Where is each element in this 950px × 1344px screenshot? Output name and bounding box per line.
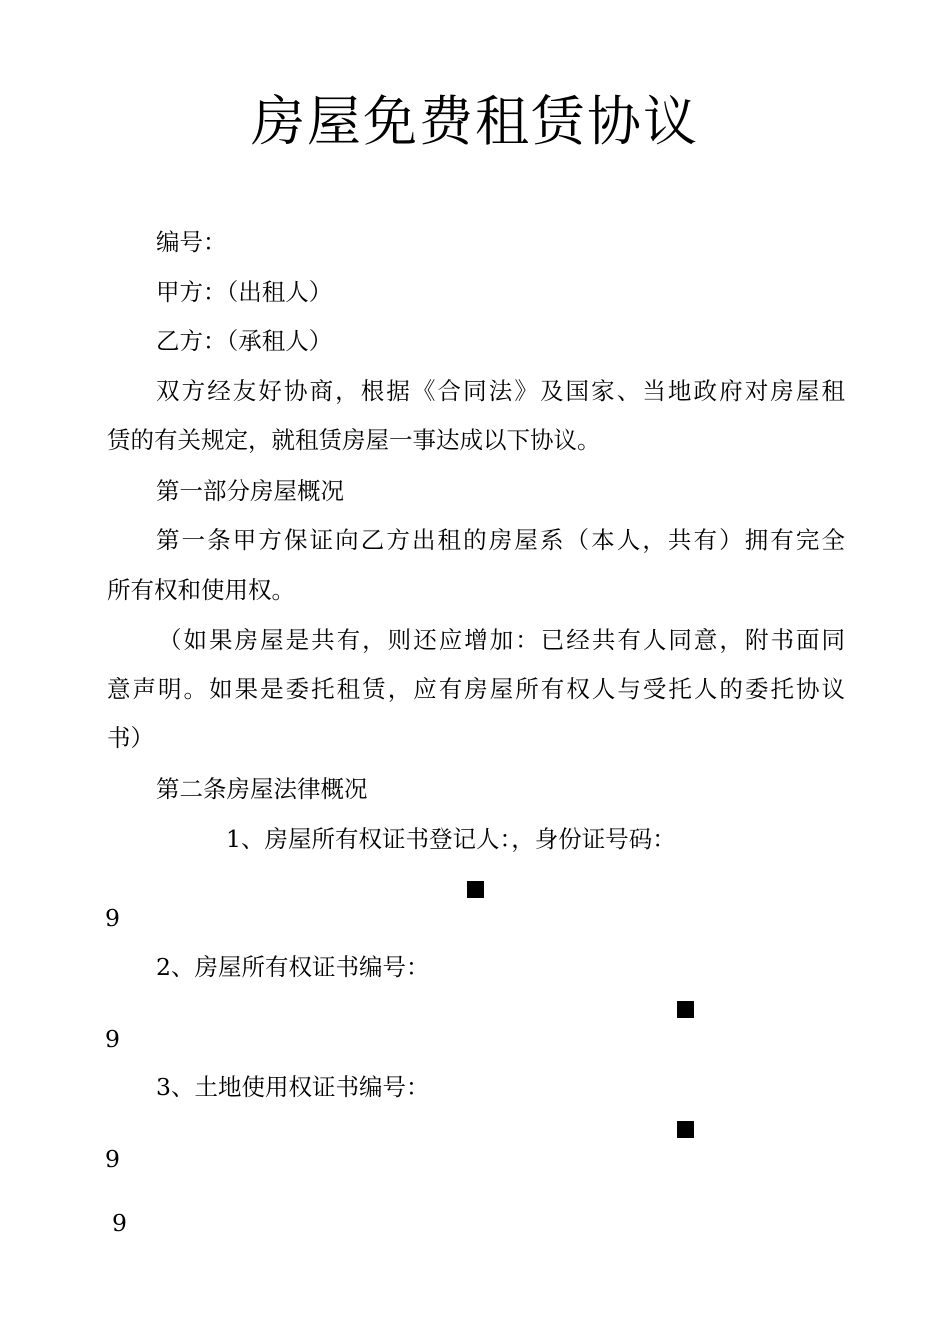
black-square-marker	[677, 1001, 694, 1018]
article-one-line-2: 所有权和使用权。	[107, 576, 295, 604]
note-line-1: （如果房屋是共有，则还应增加：已经共有人同意，附书面同	[158, 626, 845, 654]
item-3-land-certificate-line: 3、土地使用权证书编号：	[156, 1073, 430, 1101]
part-one-heading: 第一部分房屋概况	[156, 477, 344, 505]
black-square-marker	[467, 881, 484, 898]
item-1-owner-line: 1、房屋所有权证书登记人：，身份证号码：	[226, 825, 676, 853]
document-title: 房屋免费租赁协议	[251, 90, 699, 153]
intro-paragraph-line-1: 双方经友好协商，根据《合同法》及国家、当地政府对房屋租	[156, 377, 845, 405]
article-one-line-1: 第一条甲方保证向乙方出租的房屋系（本人，共有）拥有完全	[156, 526, 845, 554]
serial-number-label: 编号：	[156, 228, 227, 256]
item-2-certificate-line: 2、房屋所有权证书编号：	[156, 953, 430, 981]
item-1-mark: 9	[105, 904, 120, 932]
party-a-line: 甲方：（出租人）	[156, 278, 333, 306]
black-square-marker	[677, 1121, 694, 1138]
intro-paragraph-line-2: 赁的有关规定，就租赁房屋一事达成以下协议。	[107, 426, 601, 454]
party-b-line: 乙方：（承租人）	[156, 327, 333, 355]
note-line-2: 意声明。如果是委托租赁，应有房屋所有权人与受托人的委托协议	[107, 675, 845, 703]
note-line-3: 书）	[107, 724, 154, 752]
footer-mark: 9	[112, 1209, 127, 1237]
article-two-heading: 第二条房屋法律概况	[156, 775, 368, 803]
item-3-mark: 9	[105, 1145, 120, 1173]
item-2-mark: 9	[105, 1025, 120, 1053]
